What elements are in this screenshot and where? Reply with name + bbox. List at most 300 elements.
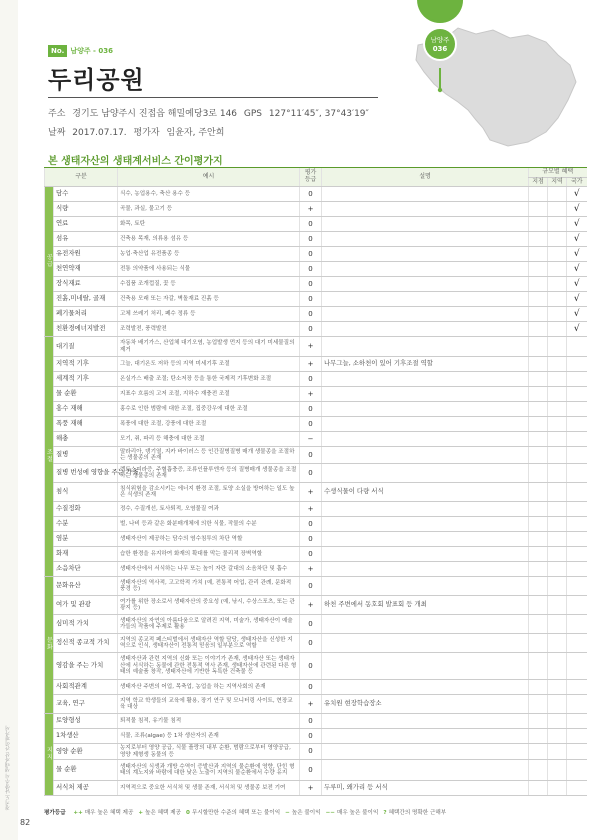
address-label: 주소 xyxy=(48,109,66,119)
ecosystem-service-table xyxy=(44,167,587,796)
legend-text: 높은 혜택 제공 xyxy=(145,810,182,816)
table-row xyxy=(45,337,587,357)
eval-grade: 0 xyxy=(300,232,322,247)
table-row xyxy=(45,532,587,547)
benefit-national-cell xyxy=(567,634,587,653)
date-label: 날짜 xyxy=(48,128,66,138)
benefit-national-cell xyxy=(567,615,587,634)
service-name: 식량 xyxy=(54,202,118,217)
table-row xyxy=(45,714,587,729)
benefit-regional-cell xyxy=(548,634,567,653)
service-example: 수집품 조개껍질, 꽃 등 xyxy=(118,277,300,292)
service-description xyxy=(322,634,529,653)
benefit-national-cell xyxy=(567,372,587,387)
legend-item xyxy=(326,810,379,816)
eval-grade: 0 xyxy=(300,653,322,680)
legend-item xyxy=(285,810,320,816)
service-name: 소음차단 xyxy=(54,562,118,577)
service-example: 생태자산의 역사적, 고고학적 가치 (예, 전통적 어업, 관리 관례, 문화적 풍경 등) xyxy=(118,577,300,596)
header-example: 예시 xyxy=(118,168,300,187)
benefit-local-cell xyxy=(529,517,548,532)
service-name: 물 순환 xyxy=(54,760,118,781)
benefit-national-cell xyxy=(567,781,587,796)
legend-symbol: ++ xyxy=(73,810,83,816)
service-name: 지역적 기후 xyxy=(54,357,118,372)
eval-grade: 0 xyxy=(300,447,322,464)
service-example: 자동차 배기가스, 산업체 대기오염, 농업발생 먼지 등의 대기 미세물질의 제거 xyxy=(118,337,300,357)
service-name: 수질정화 xyxy=(54,502,118,517)
table-row xyxy=(45,417,587,432)
benefit-regional-cell xyxy=(548,744,567,760)
gps-label: GPS xyxy=(243,109,263,119)
benefit-local-cell xyxy=(529,483,548,502)
service-name: 염분 xyxy=(54,532,118,547)
eval-grade: 0 xyxy=(300,760,322,781)
eval-grade: + xyxy=(300,202,322,217)
benefit-national-cell xyxy=(567,217,587,232)
legend-text: 무시할만한 수준의 혜택 또는 불이익 xyxy=(191,810,281,816)
service-description: 나무그늘, 소하천이 있어 기후조절 역할 xyxy=(322,357,529,372)
assessor-label: 평가자 xyxy=(133,128,160,138)
benefit-local-cell xyxy=(529,562,548,577)
header-regional: 지역 xyxy=(548,178,567,187)
title-divider xyxy=(48,97,378,98)
service-example: 모기, 쥐, 파리 등 해충에 대한 조절 xyxy=(118,432,300,447)
page-number: 82 xyxy=(20,818,31,827)
benefit-local-cell xyxy=(529,634,548,653)
service-name: 연료 xyxy=(54,217,118,232)
service-example: 생태자산의 식생과 개방 수역이 증발산과 지역의 물순환에 영향, 단힌 형태의 계노지와 바람에 대한 낮은 노출이 지역의 물순환에서 수량 유지 xyxy=(118,760,300,781)
benefit-regional-cell xyxy=(548,387,567,402)
benefit-national-cell xyxy=(567,502,587,517)
table-row xyxy=(45,517,587,532)
benefit-national-cell xyxy=(567,464,587,483)
table-row xyxy=(45,729,587,744)
service-name: 물 순환 xyxy=(54,387,118,402)
table-row xyxy=(45,307,587,322)
benefit-national-cell xyxy=(567,337,587,357)
service-name: 문화유산 xyxy=(54,577,118,596)
benefit-regional-cell xyxy=(548,714,567,729)
service-name: 폭풍 재해 xyxy=(54,417,118,432)
service-example: 생태자산과 관련 지역의 신화 또는 이야기가 존재, 생태자산 또는 생태자산에 서식하는 동물에 관한 전통적 역사 존재, 생태자산에 관련된 다른 형태의 예술품 창작, 생태자산에 기반한 독특한 건축물 등 xyxy=(118,653,300,680)
service-example: 건축용 모래 또는 자갈, 벽돌재료 진흙 등 xyxy=(118,292,300,307)
map-region-label: 남양주 xyxy=(430,36,450,44)
benefit-local-cell xyxy=(529,714,548,729)
service-description xyxy=(322,262,529,277)
benefit-national-cell xyxy=(567,357,587,372)
gps-value: 127°11′45″, 37°43′19″ xyxy=(268,109,369,119)
benefit-regional-cell xyxy=(548,517,567,532)
eval-grade: + xyxy=(300,357,322,372)
check-mark-icon: √ xyxy=(573,263,580,274)
eval-grade: + xyxy=(300,387,322,402)
service-example: 곡물, 과실, 물고기 등 xyxy=(118,202,300,217)
service-name: 서식처 제공 xyxy=(54,781,118,796)
benefit-regional-cell xyxy=(548,464,567,483)
eval-grade: + xyxy=(300,596,322,615)
legend-text: 매우 높은 혜택 제공 xyxy=(84,810,134,816)
benefit-local-cell xyxy=(529,292,548,307)
benefit-regional-cell xyxy=(548,653,567,680)
benefit-regional-cell xyxy=(548,357,567,372)
eval-grade: 0 xyxy=(300,277,322,292)
benefit-local-cell xyxy=(529,417,548,432)
service-description xyxy=(322,337,529,357)
service-name: 섬유 xyxy=(54,232,118,247)
table-row xyxy=(45,447,587,464)
benefit-national-cell xyxy=(567,653,587,680)
benefit-national-cell xyxy=(567,447,587,464)
legend-symbol: −− xyxy=(325,810,335,816)
service-description xyxy=(322,714,529,729)
eval-grade: 0 xyxy=(300,372,322,387)
service-description xyxy=(322,187,529,202)
benefit-local-cell xyxy=(529,372,548,387)
table-row xyxy=(45,387,587,402)
header-benefit: 규모별 혜택 xyxy=(529,168,587,178)
table-row xyxy=(45,483,587,502)
benefit-regional-cell xyxy=(548,337,567,357)
eval-grade: + xyxy=(300,562,322,577)
benefit-local-cell xyxy=(529,760,548,781)
eval-grade: 0 xyxy=(300,217,322,232)
service-description xyxy=(322,387,529,402)
service-description xyxy=(322,292,529,307)
benefit-regional-cell xyxy=(548,695,567,714)
eval-grade: 0 xyxy=(300,417,322,432)
service-example: 농지로부터 영양 공급, 식물 플랑의 내부 순환, 범람으로부터 영양공급, 영양 제형생 동물의 등 xyxy=(118,744,300,760)
service-description xyxy=(322,760,529,781)
check-mark-icon: √ xyxy=(573,203,580,214)
eval-grade: 0 xyxy=(300,577,322,596)
table-row xyxy=(45,187,587,202)
benefit-national-cell xyxy=(567,547,587,562)
check-mark-icon: √ xyxy=(573,248,580,259)
service-name: 사회적관계 xyxy=(54,680,118,695)
benefit-regional-cell xyxy=(548,615,567,634)
benefit-regional-cell xyxy=(548,680,567,695)
service-description xyxy=(322,402,529,417)
benefit-regional-cell xyxy=(548,447,567,464)
benefit-national-cell xyxy=(567,277,587,292)
eval-grade: 0 xyxy=(300,532,322,547)
check-mark-icon: √ xyxy=(573,293,580,304)
benefit-national-cell xyxy=(567,307,587,322)
service-example: 벌, 나비 등과 같은 화분매개체에 의한 식물, 작물의 수분 xyxy=(118,517,300,532)
service-example: 온실가스 배출 조절; 탄소저장 등을 통한 국제적 기후변화 조절 xyxy=(118,372,300,387)
service-example: 식수, 농업용수, 축산 용수 등 xyxy=(118,187,300,202)
service-name: 질병 번성에 영향을 주는 가축 xyxy=(54,464,118,483)
service-name: 해충 xyxy=(54,432,118,447)
benefit-regional-cell xyxy=(548,432,567,447)
service-description xyxy=(322,372,529,387)
service-name: 세계적 기후 xyxy=(54,372,118,387)
service-example: 여가를 위한 장소로서 생태자산의 중요성 (예, 낚시, 수상스포츠, 또는 관광지 등) xyxy=(118,596,300,615)
benefit-local-cell xyxy=(529,547,548,562)
service-example: 조력발전, 풍력발전 xyxy=(118,322,300,337)
table-row xyxy=(45,653,587,680)
legend-label: 평가등급 xyxy=(44,810,66,816)
location-map xyxy=(398,20,583,150)
service-description xyxy=(322,322,529,337)
check-mark-icon: √ xyxy=(573,233,580,244)
legend-item xyxy=(383,810,446,816)
group-label: 공급 xyxy=(45,187,54,337)
service-description xyxy=(322,680,529,695)
service-description xyxy=(322,277,529,292)
eval-grade: + xyxy=(300,502,322,517)
benefit-regional-cell xyxy=(548,562,567,577)
table-row xyxy=(45,596,587,615)
benefit-national-cell xyxy=(567,232,587,247)
eval-grade: 0 xyxy=(300,292,322,307)
eval-grade: 0 xyxy=(300,744,322,760)
header-category: 구분 xyxy=(45,168,118,187)
benefit-national-cell xyxy=(567,432,587,447)
service-example: 습한 환경을 유지하여 화재의 확대를 막는 물리적 장벽역할 xyxy=(118,547,300,562)
table-row xyxy=(45,262,587,277)
service-name: 토양형성 xyxy=(54,714,118,729)
service-name: 홍수 재해 xyxy=(54,402,118,417)
service-example: 생태자산이 제공하는 담수의 염수침투의 차단 역할 xyxy=(118,532,300,547)
benefit-local-cell xyxy=(529,532,548,547)
benefit-local-cell xyxy=(529,322,548,337)
benefit-regional-cell xyxy=(548,292,567,307)
site-tag-code: 남양주 - 036 xyxy=(70,47,114,55)
service-name: 영감을 주는 가치 xyxy=(54,653,118,680)
legend-text: 혜택간의 명확한 근해부 xyxy=(388,810,447,816)
service-example: 말라리아, 댕기열, 지카 바이러스 등 인간질병질병 매개 생물종을 조절하는 생물종의 존재 xyxy=(118,447,300,464)
benefit-local-cell xyxy=(529,695,548,714)
table-row xyxy=(45,562,587,577)
service-name: 유전자원 xyxy=(54,247,118,262)
benefit-national-cell xyxy=(567,744,587,760)
benefit-national-cell xyxy=(567,187,587,202)
service-name: 정신적 종교적 가치 xyxy=(54,634,118,653)
benefit-regional-cell xyxy=(548,247,567,262)
benefit-national-cell xyxy=(567,680,587,695)
benefit-national-cell xyxy=(567,729,587,744)
benefit-local-cell xyxy=(529,653,548,680)
table-row xyxy=(45,695,587,714)
eval-grade: 0 xyxy=(300,547,322,562)
table-row xyxy=(45,247,587,262)
benefit-local-cell xyxy=(529,729,548,744)
service-example: 지역적으로 중요한 서식처 및 생물 존재, 서식처 및 생물종 보전 기여 xyxy=(118,781,300,796)
address-value: 경기도 남양주시 진접읍 해밀예당3로 146 xyxy=(72,109,238,119)
service-name: 교육, 연구 xyxy=(54,695,118,714)
group-label: 문화 xyxy=(45,577,54,714)
check-mark-icon: √ xyxy=(573,308,580,319)
service-name: 여가 및 관광 xyxy=(54,596,118,615)
legend-item xyxy=(186,810,280,816)
table-row xyxy=(45,502,587,517)
benefit-regional-cell xyxy=(548,532,567,547)
eval-grade: 0 xyxy=(300,322,322,337)
service-name: 수분 xyxy=(54,517,118,532)
legend-symbol: + xyxy=(138,810,144,816)
benefit-national-cell xyxy=(567,517,587,532)
service-name: 친환경에너지발전 xyxy=(54,322,118,337)
benefit-national-cell xyxy=(567,402,587,417)
eval-grade: 0 xyxy=(300,714,322,729)
eval-grade: 0 xyxy=(300,402,322,417)
header-desc: 설명 xyxy=(322,168,529,187)
table-row xyxy=(45,577,587,596)
service-example: 그늘, 대기온도 저하 등의 지역 미세기후 조절 xyxy=(118,357,300,372)
site-tag xyxy=(48,45,113,57)
benefit-regional-cell xyxy=(548,760,567,781)
eval-grade: 0 xyxy=(300,517,322,532)
check-mark-icon: √ xyxy=(573,323,580,334)
benefit-regional-cell xyxy=(548,262,567,277)
service-description: 두루미, 왜가리 등 서식 xyxy=(322,781,529,796)
service-example: 지역 학교 학생들의 교육에 활용, 장기 연구 및 모니터링 사이트, 현장교육 대상 xyxy=(118,695,300,714)
benefit-regional-cell xyxy=(548,781,567,796)
benefit-regional-cell xyxy=(548,217,567,232)
date-value: 2017.07.17. xyxy=(72,128,127,138)
legend-text: 매우 높은 불이익 xyxy=(336,810,379,816)
check-mark-icon: √ xyxy=(573,278,580,289)
benefit-regional-cell xyxy=(548,502,567,517)
legend-symbol: 0 xyxy=(186,810,190,816)
service-description xyxy=(322,562,529,577)
benefit-local-cell xyxy=(529,337,548,357)
service-example: 퇴적물 침적, 유기물 침적 xyxy=(118,714,300,729)
header-local: 지점 xyxy=(529,178,548,187)
eval-grade: 0 xyxy=(300,262,322,277)
table-row xyxy=(45,402,587,417)
benefit-local-cell xyxy=(529,217,548,232)
section-title: 본 생태자산의 생태계서비스 간이평가지 xyxy=(48,156,223,167)
benefit-regional-cell xyxy=(548,547,567,562)
benefit-regional-cell xyxy=(548,322,567,337)
benefit-national-cell xyxy=(567,247,587,262)
table-row xyxy=(45,277,587,292)
service-name: 침식 xyxy=(54,483,118,502)
service-example: 건축용 목재, 의류용 섬유 등 xyxy=(118,232,300,247)
legend-symbol: − xyxy=(285,810,290,816)
service-name: 영양 순환 xyxy=(54,744,118,760)
legend-item xyxy=(138,810,181,816)
benefit-national-cell xyxy=(567,577,587,596)
benefit-local-cell xyxy=(529,387,548,402)
table-row xyxy=(45,232,587,247)
benefit-national-cell xyxy=(567,695,587,714)
eval-grade: + xyxy=(300,337,322,357)
benefit-local-cell xyxy=(529,744,548,760)
benefit-local-cell xyxy=(529,577,548,596)
check-mark-icon: √ xyxy=(573,218,580,229)
service-description xyxy=(322,502,529,517)
table-row xyxy=(45,547,587,562)
service-description xyxy=(322,547,529,562)
address-line xyxy=(48,106,373,119)
benefit-regional-cell xyxy=(548,372,567,387)
benefit-national-cell xyxy=(567,532,587,547)
service-name: 담수 xyxy=(54,187,118,202)
eval-grade: 0 xyxy=(300,187,322,202)
eval-grade: 0 xyxy=(300,680,322,695)
group-label: 지지 xyxy=(45,714,54,796)
service-example: 식물, 조류(algae) 등 1차 생산자의 존재 xyxy=(118,729,300,744)
service-name: 화재 xyxy=(54,547,118,562)
page-title: 두리공원 xyxy=(48,66,145,94)
service-description xyxy=(322,744,529,760)
date-line xyxy=(48,125,228,138)
service-description xyxy=(322,232,529,247)
service-name: 대기질 xyxy=(54,337,118,357)
benefit-national-cell xyxy=(567,760,587,781)
service-name: 폐기물처리 xyxy=(54,307,118,322)
benefit-national-cell xyxy=(567,262,587,277)
benefit-local-cell xyxy=(529,202,548,217)
benefit-national-cell xyxy=(567,292,587,307)
benefit-regional-cell xyxy=(548,232,567,247)
table-row xyxy=(45,634,587,653)
service-description xyxy=(322,729,529,744)
benefit-regional-cell xyxy=(548,417,567,432)
benefit-local-cell xyxy=(529,615,548,634)
benefit-regional-cell xyxy=(548,483,567,502)
service-name: 천연약재 xyxy=(54,262,118,277)
benefit-regional-cell xyxy=(548,729,567,744)
service-name: 장식재료 xyxy=(54,277,118,292)
eval-grade: 0 xyxy=(300,307,322,322)
site-tag-no: No. xyxy=(48,45,67,57)
benefit-regional-cell xyxy=(548,596,567,615)
service-name: 심미적 가치 xyxy=(54,615,118,634)
benefit-regional-cell xyxy=(548,202,567,217)
eval-grade: 0 xyxy=(300,247,322,262)
benefit-local-cell xyxy=(529,680,548,695)
benefit-regional-cell xyxy=(548,577,567,596)
table-row xyxy=(45,372,587,387)
table-row xyxy=(45,615,587,634)
table-row xyxy=(45,680,587,695)
service-example: 생태자산에서 서식하는 나무 또는 높이 자란 갈대의 소음차단 및 흡수 xyxy=(118,562,300,577)
service-example: 지표수 흐름의 고저 조절, 지하수 재충전 조절 xyxy=(118,387,300,402)
header-eval: 평가 등급 xyxy=(300,168,322,187)
eval-grade: 0 xyxy=(300,729,322,744)
eval-grade: 0 xyxy=(300,634,322,653)
table-row xyxy=(45,357,587,372)
check-mark-icon: √ xyxy=(573,188,580,199)
service-example: 생태자산 주변의 어업, 목축업, 농업을 하는 지역사회의 존재 xyxy=(118,680,300,695)
header-national: 국가 xyxy=(567,178,587,187)
map-number-label: 036 xyxy=(432,45,448,53)
service-description xyxy=(322,653,529,680)
legend-text: 높은 불이익 xyxy=(291,810,321,816)
service-example: 농업·축산업 유전품종 등 xyxy=(118,247,300,262)
benefit-local-cell xyxy=(529,596,548,615)
table-row xyxy=(45,322,587,337)
eval-grade: 0 xyxy=(300,464,322,483)
benefit-national-cell xyxy=(567,483,587,502)
benefit-national-cell xyxy=(567,202,587,217)
service-description: 하천 주변에서 동호회 발표회 등 개최 xyxy=(322,596,529,615)
group-label: 조절 xyxy=(45,337,54,577)
service-description xyxy=(322,217,529,232)
eval-grade: − xyxy=(300,432,322,447)
benefit-national-cell xyxy=(567,387,587,402)
service-example: 전통 의약품에 사용되는 식물 xyxy=(118,262,300,277)
table-row xyxy=(45,760,587,781)
service-description: 수생식물이 다량 서식 xyxy=(322,483,529,502)
eval-grade: + xyxy=(300,695,322,714)
benefit-local-cell xyxy=(529,464,548,483)
